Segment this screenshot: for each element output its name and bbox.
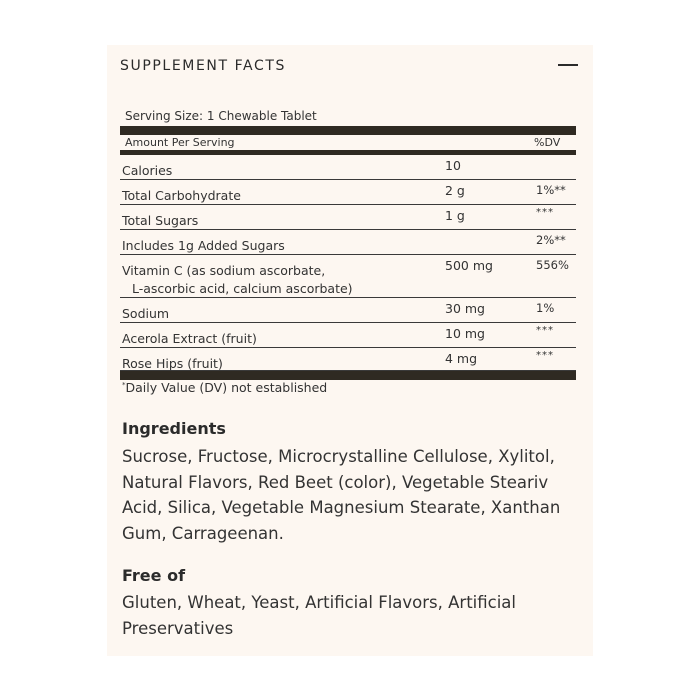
ingredients-text: Sucrose, Fructose, Microcrystalline Cellulose, Xylitol, Natural Flavors, Red Beet (color), Vegetable Steariv Acid, Silica, Vegetable Magnesium Stearate, Xanthan Gum, Carrageenan.	[122, 447, 561, 543]
table-row	[120, 298, 576, 323]
nutrient-name-line2: L-ascorbic acid, calcium ascorbate)	[132, 281, 353, 296]
nutrient-dv: 1%	[536, 301, 555, 315]
table-row	[120, 255, 576, 298]
table-header	[120, 135, 576, 150]
table-row	[120, 323, 576, 348]
nutrient-amount: 500 mg	[445, 258, 493, 273]
footnote-text: Daily Value (DV) not established	[125, 380, 328, 395]
nutrient-amount: 1 g	[445, 208, 465, 223]
nutrient-name: Includes 1g Added Sugars	[122, 238, 285, 253]
nutrient-amount: 4 mg	[445, 351, 478, 366]
ingredients-title: Ingredients	[122, 419, 226, 438]
nutrient-name: Total Sugars	[122, 213, 199, 228]
facts-table	[120, 126, 576, 380]
nutrient-name: Total Carbohydrate	[122, 188, 241, 203]
table-top-rule	[120, 126, 576, 135]
nutrient-amount: 2 g	[445, 183, 465, 198]
table-row	[120, 348, 576, 371]
nutrient-name: Calories	[122, 163, 173, 178]
free-of-title: Free of	[122, 566, 186, 585]
table-row	[120, 180, 576, 205]
footnote-mark: *	[122, 380, 126, 389]
footnote	[122, 380, 327, 395]
nutrient-name: Acerola Extract (fruit)	[122, 331, 257, 346]
section-title: SUPPLEMENT FACTS	[120, 58, 286, 74]
nutrient-amount: 30 mg	[445, 301, 485, 316]
nutrient-amount: 10	[445, 158, 461, 173]
nutrient-dv: ***	[536, 325, 554, 336]
nutrient-amount: 10 mg	[445, 326, 485, 341]
nutrient-dv: ***	[536, 350, 554, 361]
table-row	[120, 155, 576, 180]
nutrient-name: Rose Hips (fruit)	[122, 356, 223, 371]
table-row	[120, 230, 576, 255]
nutrient-name	[122, 262, 353, 298]
nutrient-name-line1: Vitamin C (as sodium ascorbate,	[122, 263, 326, 278]
supplement-facts-panel	[107, 45, 593, 656]
serving-size: Serving Size: 1 Chewable Tablet	[125, 109, 317, 123]
amount-per-serving-label: Amount Per Serving	[125, 136, 235, 149]
collapse-icon[interactable]	[558, 64, 578, 66]
free-of-text: Gluten, Wheat, Yeast, Artificial Flavors, Artificial Preservatives	[122, 593, 516, 638]
nutrient-dv: ***	[536, 207, 554, 218]
dv-header-label: %DV	[534, 136, 561, 149]
nutrient-dv: 1%**	[536, 183, 566, 197]
table-row	[120, 205, 576, 230]
nutrient-name: Sodium	[122, 306, 170, 321]
nutrient-dv: 556%	[536, 258, 569, 272]
nutrient-dv: 2%**	[536, 233, 566, 247]
